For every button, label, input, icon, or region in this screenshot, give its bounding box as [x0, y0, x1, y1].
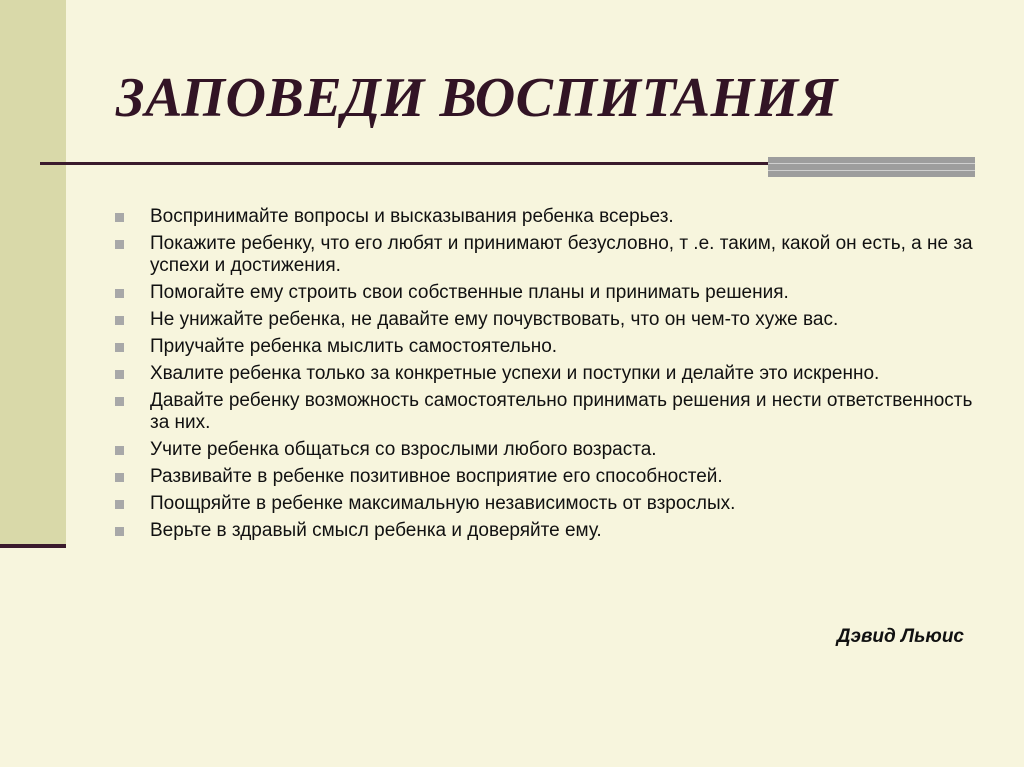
list-item-text: Развивайте в ребенке позитивное восприятие его способностей. [150, 466, 723, 487]
list-item-text: Покажите ребенку, что его любят и принимают безусловно, т .е. таким, какой он есть, а не за успехи и достижения. [150, 233, 973, 276]
list-item [112, 233, 982, 277]
list-item [112, 363, 982, 385]
list-item [112, 493, 982, 515]
list-item [112, 309, 982, 331]
bullet-square-icon [112, 282, 150, 304]
list-item-text: Не унижайте ребенка, не давайте ему почувствовать, что он чем-то хуже вас. [150, 309, 839, 330]
list-item [112, 520, 982, 542]
decorative-grey-bar [768, 157, 975, 177]
list-item-text: Хвалите ребенка только за конкретные успехи и поступки и делайте это искренно. [150, 363, 880, 384]
author-signature: Дэвид Льюис [836, 626, 964, 647]
list-item-text: Помогайте ему строить свои собственные планы и принимать решения. [150, 282, 789, 303]
list-item [112, 336, 982, 358]
bullet-square-icon [112, 336, 150, 358]
bullet-square-icon [112, 233, 150, 255]
bullet-square-icon [112, 466, 150, 488]
list-item-text: Приучайте ребенка мыслить самостоятельно. [150, 336, 558, 357]
list-item-text: Учите ребенка общаться со взрослыми любого возраста. [150, 439, 657, 460]
left-decorative-band [0, 0, 66, 548]
bullet-square-icon [112, 493, 150, 515]
bullet-square-icon [112, 309, 150, 331]
bullet-square-icon [112, 520, 150, 542]
bullet-square-icon [112, 206, 150, 228]
list-item [112, 390, 982, 434]
list-item-text: Верьте в здравый смысл ребенка и доверяйте ему. [150, 520, 602, 541]
bullet-square-icon [112, 390, 150, 412]
list-item-text: Поощряйте в ребенке максимальную независимость от взрослых. [150, 493, 736, 514]
list-item-text: Давайте ребенку возможность самостоятельно принимать решения и нести ответственность за них. [150, 390, 973, 433]
list-item [112, 282, 982, 304]
left-band-rule [0, 544, 66, 548]
list-item [112, 206, 982, 228]
slide-title: ЗАПОВЕДИ ВОСПИТАНИЯ [116, 67, 838, 129]
bullet-square-icon [112, 439, 150, 461]
list-item [112, 439, 982, 461]
bullet-square-icon [112, 363, 150, 385]
list-item-text: Воспринимайте вопросы и высказывания ребенка всерьез. [150, 206, 674, 227]
bullet-list [112, 206, 982, 547]
list-item [112, 466, 982, 488]
